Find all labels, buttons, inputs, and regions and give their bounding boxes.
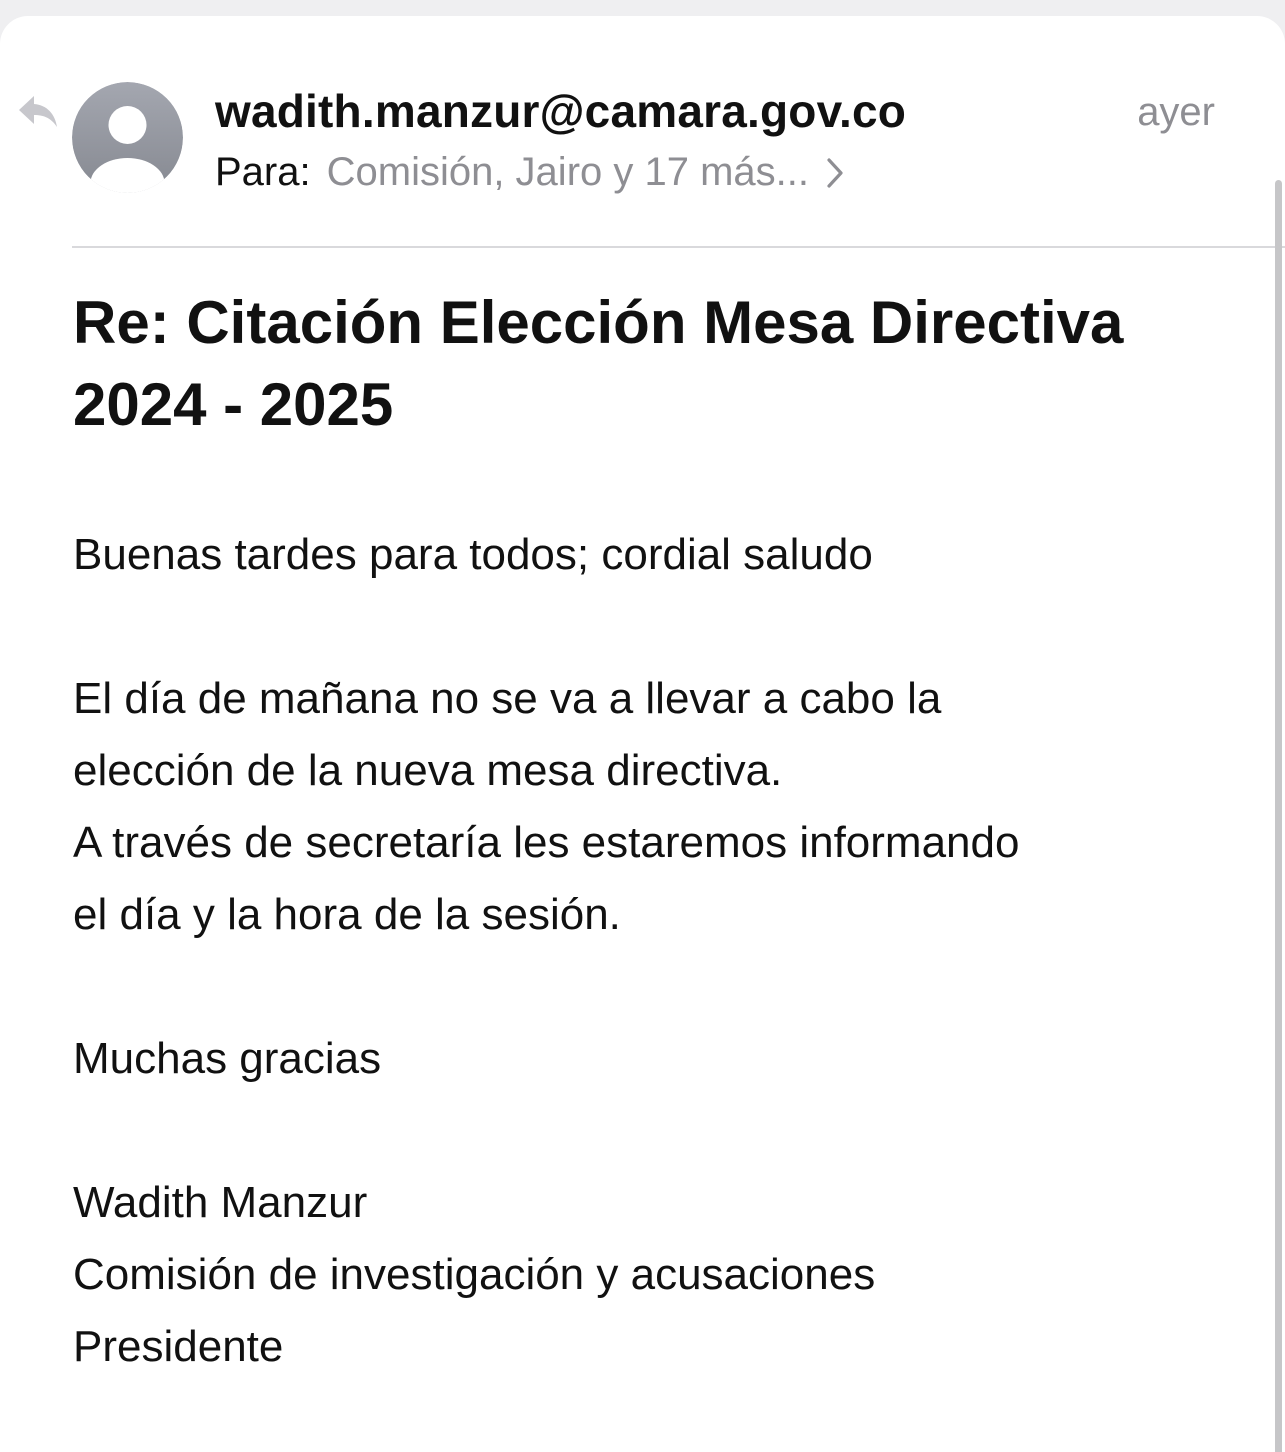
message-subject: Re: Citación Elección Mesa Directiva 2024 - 2025 (73, 289, 1124, 438)
scrollbar[interactable] (1275, 180, 1282, 1452)
message-date: ayer (1137, 90, 1215, 134)
signature-name: Wadith Manzur (73, 1178, 368, 1227)
signature-title: Presidente (73, 1322, 284, 1371)
signature-organization: Comisión de investigación y acusaciones (73, 1250, 876, 1299)
to-label: Para: (215, 150, 311, 194)
chevron-right-icon[interactable] (825, 157, 845, 189)
thanks-line: Muchas gracias (73, 1034, 382, 1083)
greeting-line: Buenas tardes para todos; cordial saludo (73, 530, 873, 579)
recipients-row[interactable] (215, 150, 845, 195)
body-line: El día de mañana no se va a llevar a cabo la (73, 674, 942, 723)
recipients-summary[interactable]: Comisión, Jairo y 17 más... (326, 150, 809, 194)
avatar-icon[interactable] (72, 82, 183, 193)
body-line: A través de secretaría les estaremos informando (73, 818, 1020, 867)
body-line: elección de la nueva mesa directiva. (73, 746, 783, 795)
message-body (73, 519, 1243, 1383)
email-view (0, 16, 1285, 1452)
header-divider (72, 246, 1285, 248)
reply-icon[interactable] (16, 92, 60, 132)
sender-address[interactable]: wadith.manzur@camara.gov.co (215, 85, 907, 137)
body-line: el día y la hora de la sesión. (73, 890, 621, 939)
